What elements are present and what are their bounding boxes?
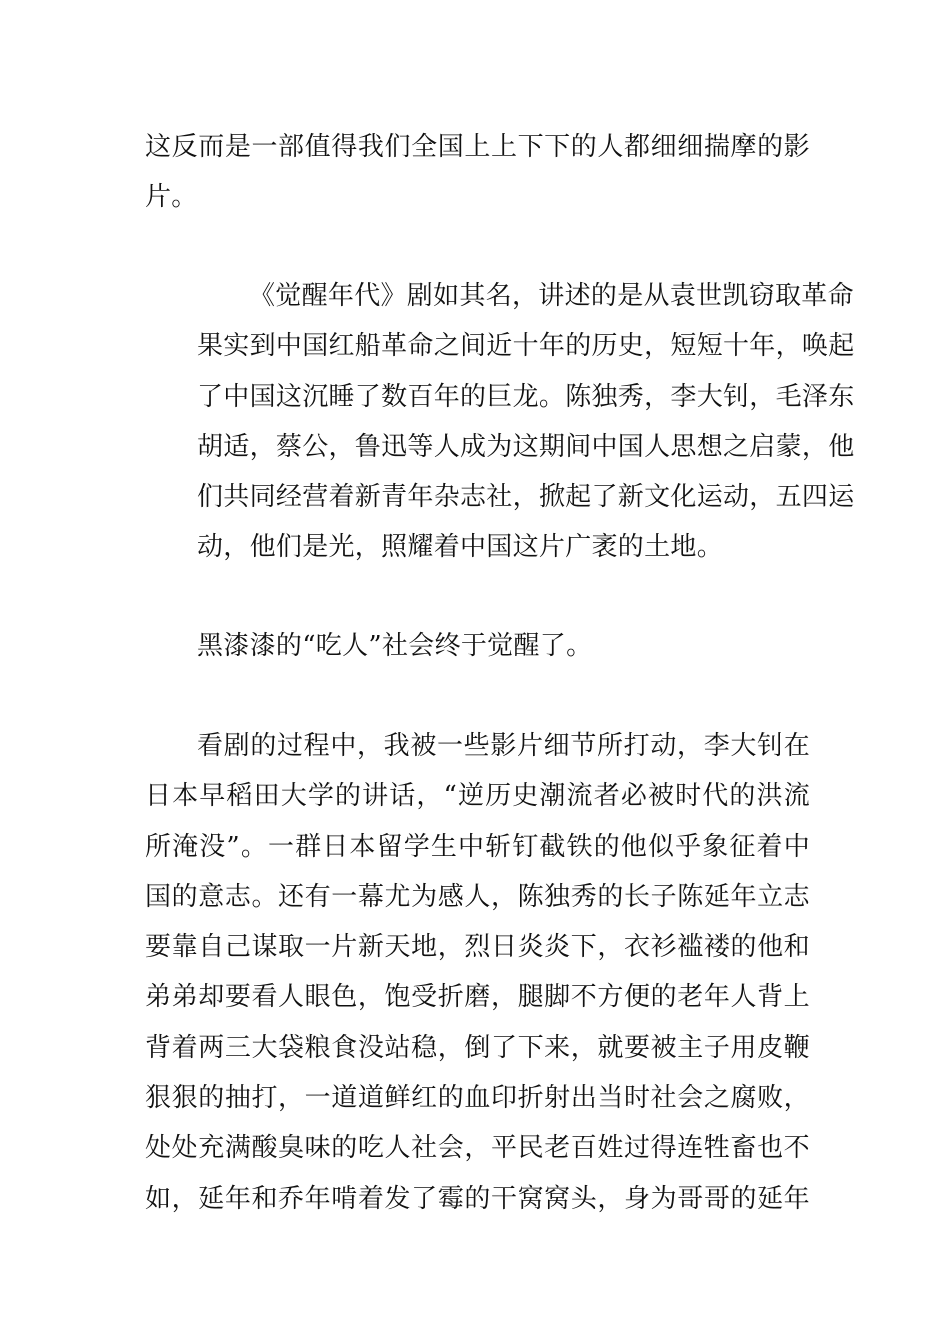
paragraph-3 — [145, 621, 810, 671]
text-line: 看剧的过程中，我被一些影片细节所打动，李大钊在 — [197, 731, 810, 761]
text-line: 《觉醒年代》剧如其名，讲述的是从袁世凯窃取革命 — [249, 281, 854, 311]
paragraph-1 — [145, 122, 810, 223]
text-line: 动，他们是光，照耀着中国这片广袤的土地。 — [197, 532, 724, 563]
text-line: 弟弟却要看人眼色，饱受折磨，腿脚不方便的老年人背上 — [145, 982, 810, 1013]
paragraph-2 — [145, 271, 855, 573]
text-line: 日本早稻田大学的讲话，“逆历史潮流者必被时代的洪流 — [145, 781, 810, 812]
text-line: 片。 — [145, 182, 198, 213]
text-line: 国的意志。还有一幕尤为感人，陈独秀的长子陈延年立志 — [145, 881, 810, 912]
text-line: 背着两三大袋粮食没站稳，倒了下来，就要被主子用皮鞭 — [145, 1032, 810, 1063]
text-line: 了中国这沉睡了数百年的巨龙。陈独秀，李大钊，毛泽东 — [197, 381, 855, 412]
text-line: 要靠自己谋取一片新天地，烈日炎炎下，衣衫褴褛的他和 — [145, 932, 810, 963]
text-line: 处处充满酸臭味的吃人社会，平民老百姓过得连牲畜也不 — [145, 1133, 810, 1164]
paragraph-4 — [145, 721, 810, 1224]
text-line: 这反而是一部值得我们全国上上下下的人都细细揣摩的影 — [145, 132, 810, 162]
text-line: 果实到中国红船革命之间近十年的历史，短短十年，唤起 — [197, 331, 855, 362]
text-line: 黑漆漆的“吃人”社会终于觉醒了。 — [197, 631, 593, 661]
text-line: 们共同经营着新青年杂志社，掀起了新文化运动，五四运 — [197, 482, 855, 513]
text-line: 如，延年和乔年啃着发了霉的干窝窝头，身为哥哥的延年 — [145, 1183, 810, 1214]
text-line: 狠狠的抽打，一道道鲜红的血印折射出当时社会之腐败， — [145, 1083, 810, 1114]
text-line: 胡适，蔡公，鲁迅等人成为这期间中国人思想之启蒙，他 — [197, 431, 855, 462]
text-line: 所淹没”。一群日本留学生中斩钉截铁的他似乎象征着中 — [145, 831, 810, 862]
